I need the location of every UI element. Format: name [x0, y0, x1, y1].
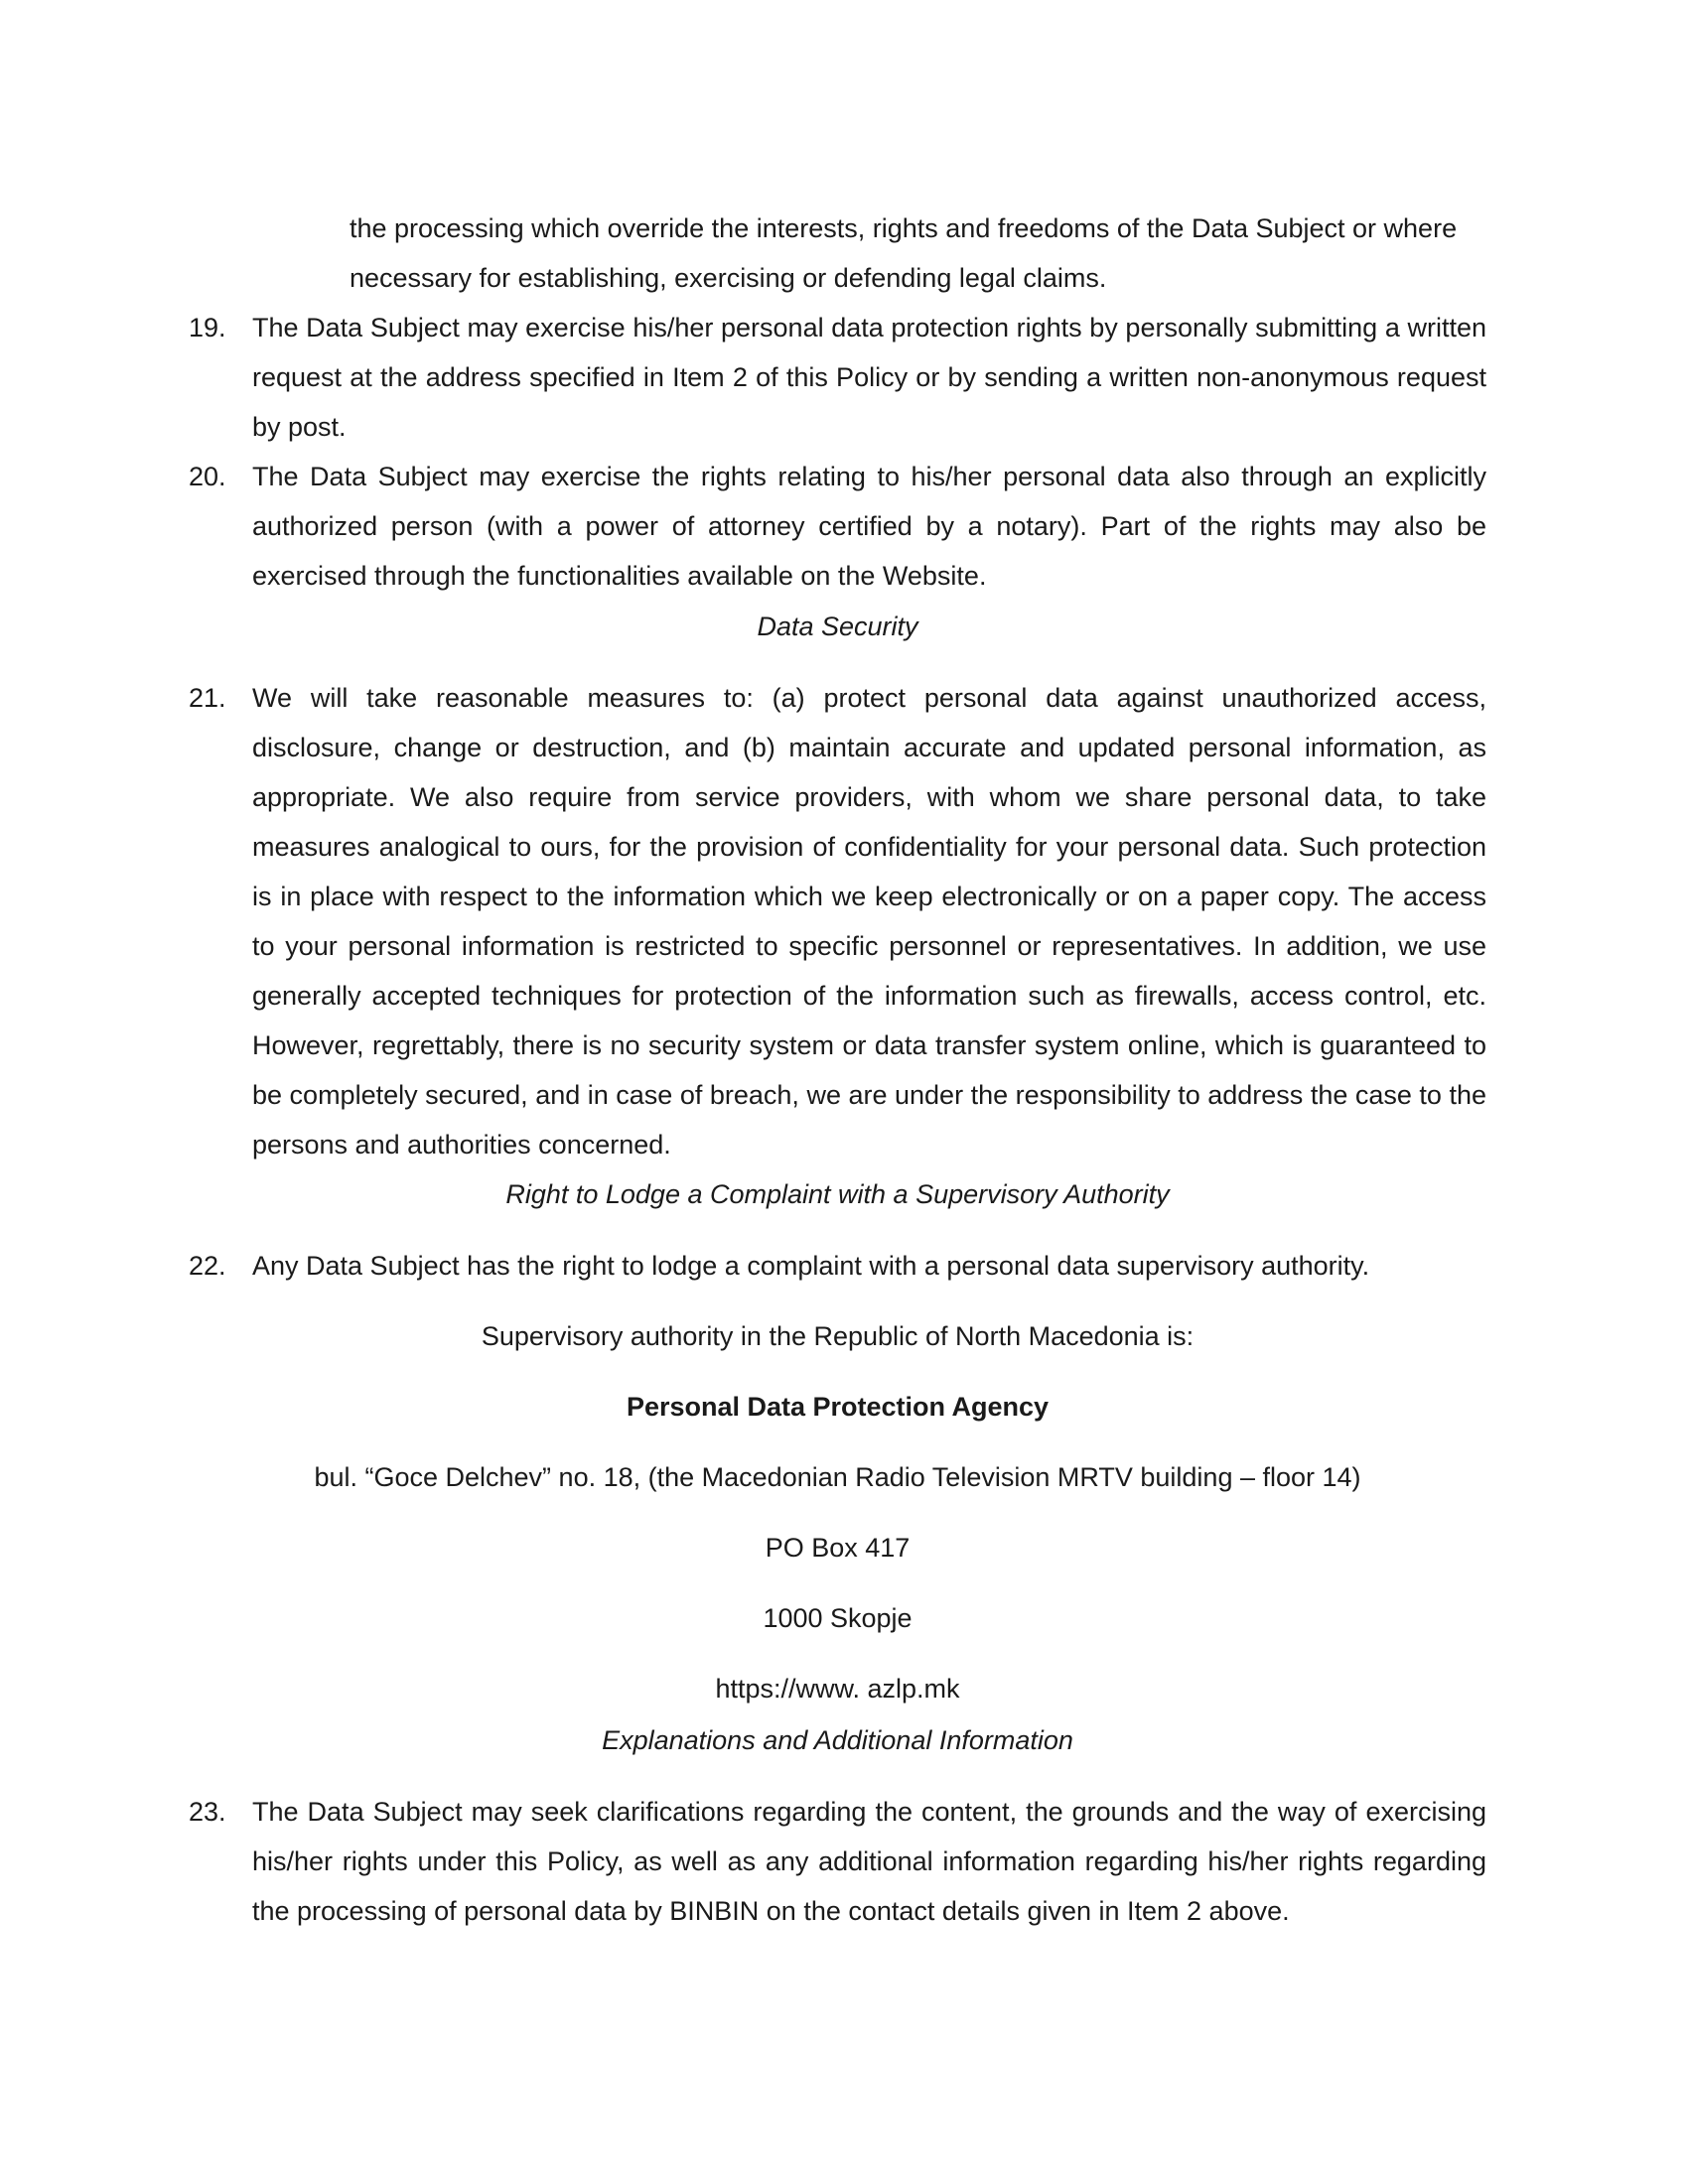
list-item-23	[189, 1787, 1486, 1936]
item-text: The Data Subject may seek clarifications regarding the content, the grounds and the way of exercising his/her rights under this Policy, as well as any additional information regarding his/her rights regarding the processing of personal data by BINBIN on the contact details given in Item 2 above.	[252, 1797, 1486, 1926]
item-text: Any Data Subject has the right to lodge a complaint with a personal data supervisory authority.	[252, 1251, 1370, 1281]
item-number: 21.	[189, 683, 226, 713]
authority-name: Personal Data Protection Agency	[626, 1392, 1050, 1422]
authority-website: https://www. azlp.mk	[715, 1674, 960, 1704]
list-item-21	[189, 673, 1486, 1169]
authority-address: bul. “Goce Delchev” no. 18, (the Macedonian Radio Television MRTV building – floor 14)	[314, 1462, 1361, 1492]
item-text: We will take reasonable measures to: (a) protect personal data against unauthorized access, disclosure, change or destruction, and (b) maintain accurate and updated personal information, as appropriate. We also require from service providers, with whom we share personal data, to take measures analogical to ours, for the provision of confidentiality for your personal data. Such protection is in place with respect to the information which we keep electronically or on a paper copy. The access to your personal information is restricted to specific personnel or representatives. In addition, we use generally accepted techniques for protection of the information such as firewalls, access control, etc. However, regrettably, there is no security system or data transfer system online, which is guaranteed to be completely secured, and in case of breach, we are under the responsibility to address the case to the persons and authorities concerned.	[252, 683, 1486, 1160]
authority-intro: Supervisory authority in the Republic of North Macedonia is:	[481, 1321, 1195, 1351]
item-text: The Data Subject may exercise the rights relating to his/her personal data also through an explicitly authorized person (with a power of attorney certified by a notary). Part of the rights may also be exercised through the functionalities available on the Website.	[252, 462, 1486, 591]
heading-data-security: Data Security	[757, 612, 918, 641]
list-item-19	[189, 303, 1486, 452]
heading-right-to-lodge: Right to Lodge a Complaint with a Supervisory Authority	[505, 1179, 1170, 1209]
list-item-22	[189, 1241, 1486, 1291]
item-number: 20.	[189, 462, 226, 491]
item-text: The Data Subject may exercise his/her personal data protection rights by personally submitting a written request at the address specified in Item 2 of this Policy or by sending a written non-anonymous request by post.	[252, 313, 1486, 442]
item-number: 22.	[189, 1251, 226, 1281]
heading-explanations: Explanations and Additional Information	[602, 1725, 1073, 1755]
item-number: 19.	[189, 313, 226, 342]
authority-city: 1000 Skopje	[763, 1603, 913, 1633]
item-number: 23.	[189, 1797, 226, 1827]
continuation-paragraph: the processing which override the interests, rights and freedoms of the Data Subject or where necessary for establishing, exercising or defending legal claims.	[350, 213, 1458, 293]
authority-po-box: PO Box 417	[765, 1533, 911, 1563]
list-item-20	[189, 452, 1486, 601]
